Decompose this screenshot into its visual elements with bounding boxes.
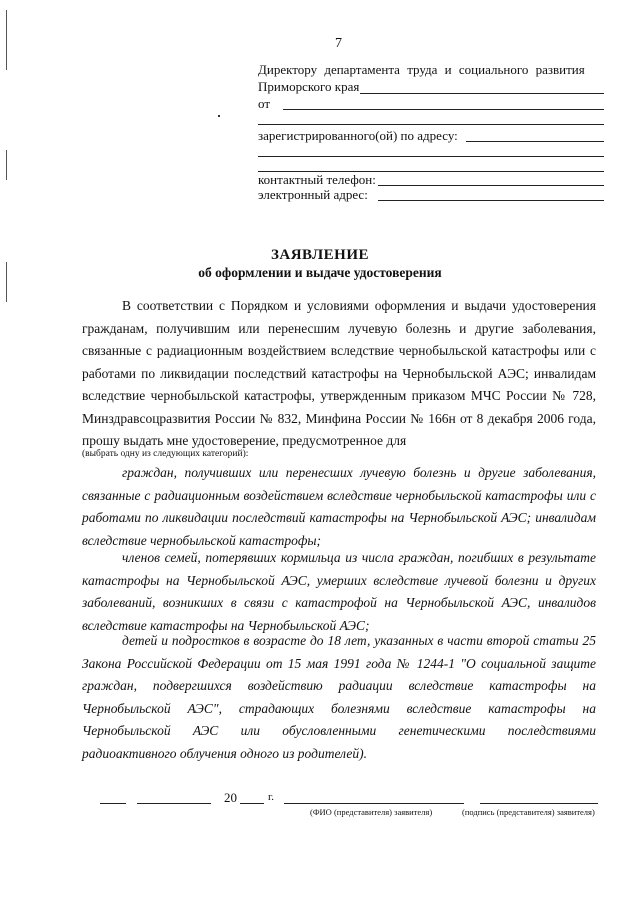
email-label: электронный адрес: bbox=[258, 187, 368, 202]
date-month-line[interactable] bbox=[137, 803, 211, 804]
region-field-line[interactable] bbox=[360, 93, 604, 94]
signature-caption: (подпись (представителя) заявителя) bbox=[462, 807, 595, 817]
year-suffix: г. bbox=[268, 791, 275, 803]
choose-category-note: (выбрать одну из следующих категорий): bbox=[82, 449, 249, 459]
address-field-line-2[interactable] bbox=[258, 156, 604, 157]
document-subtitle: об оформлении и выдаче удостоверения bbox=[198, 265, 442, 280]
page-number: 7 bbox=[335, 36, 342, 51]
scan-margin-mark bbox=[6, 10, 7, 70]
year-prefix: 20 bbox=[224, 790, 237, 805]
body-paragraph: В соответствии с Порядком и условиями оформления и выдачи удостоверения гражданам, получившим или перенесшим лучевую болезнь и другие заболевания, связанные с радиационным воздействием вследствие чернобыльской катастрофы или с работами по ликвидации последствий катастрофы на Чернобыльской АЭС; инвалидам вследствие чернобыльской катастрофы, утвержденным приказом МЧС России № 728, Минздравсоцразвития России № 832, Минфина России № 166н от 8 декабря 2006 года, прошу выдать мне удостоверение, предусмотренное для bbox=[82, 298, 596, 448]
from-field-line[interactable] bbox=[283, 109, 604, 110]
category-2: членов семей, потерявших кормильца из числа граждан, погибших в результате катастрофы на Чернобыльской АЭС, умерших вследствие лучевой болезни и других заболеваний, возникших в связи с катастрофой на Чернобыльской АЭС, инвалидов вследствие катастрофы на Чернобыльской АЭС; bbox=[82, 550, 596, 633]
from-field-line-2[interactable] bbox=[258, 124, 604, 125]
signature-field-line[interactable] bbox=[480, 803, 598, 804]
phone-field-line[interactable] bbox=[378, 185, 604, 186]
date-day-line[interactable] bbox=[100, 803, 126, 804]
scan-margin-mark bbox=[6, 150, 7, 180]
document-title: ЗАЯВЛЕНИЕ bbox=[270, 247, 370, 263]
addressee-line-1: Директору департамента труда и социального развития bbox=[258, 62, 585, 77]
phone-label: контактный телефон: bbox=[258, 172, 376, 187]
name-field-line[interactable] bbox=[284, 803, 464, 804]
name-caption: (ФИО (представителя) заявителя) bbox=[310, 807, 433, 817]
date-year-line[interactable] bbox=[240, 803, 264, 804]
category-1: граждан, получивших или перенесших лучевую болезнь и другие заболевания, связанные с радиационным воздействием вследствие чернобыльской катастрофы или с работами по ликвидации последствий катастрофы на Чернобыльской АЭС; инвалидам вследствие чернобыльской катастрофы; bbox=[82, 465, 596, 548]
address-field-line[interactable] bbox=[466, 141, 604, 142]
addressee-line-2: Приморского края bbox=[258, 79, 360, 94]
email-field-line[interactable] bbox=[378, 200, 604, 201]
category-3: детей и подростков в возрасте до 18 лет, указанных в части второй статьи 25 Закона Российской Федерации от 15 мая 1991 года № 1244-1 "О социальной защите граждан, подвергшихся воздействию радиации вследствие катастрофы на Чернобыльской АЭС", страдающих болезнями вследствие катастрофы на Чернобыльской АЭС или обусловленными генетическими последствиями радиоактивного облучения одного из родителей). bbox=[82, 633, 596, 761]
address-label: зарегистрированного(ой) по адресу: bbox=[258, 128, 458, 143]
scan-speck bbox=[218, 115, 220, 117]
from-label: от bbox=[258, 96, 271, 111]
